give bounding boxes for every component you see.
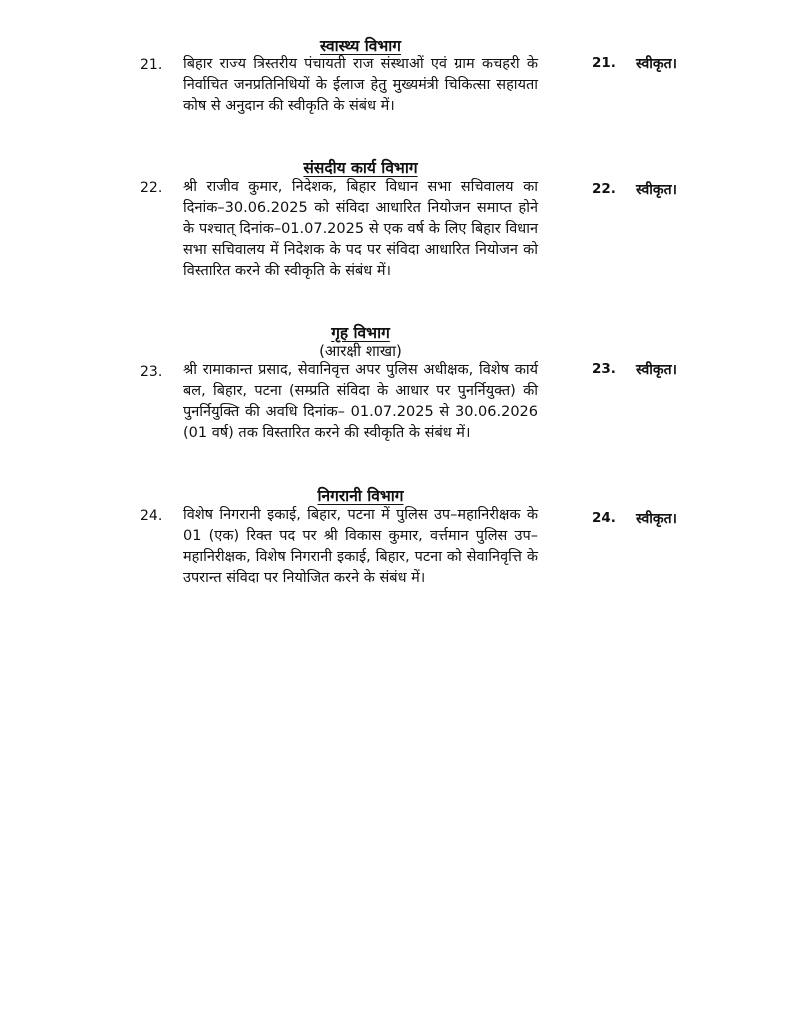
item-number: 24. bbox=[140, 508, 163, 524]
item-text: श्री राजीव कुमार, निदेशक, बिहार विधान सभा सचिवालय का दिनांक–30.06.2025 को संविदा आधारित नियोजन समाप्त होने के पश्चात् दिनांक–01.07.2025 से एक वर्ष के लिए बिहार विधान सभा सचिवालय में निदेशक के पद पर संविदा आधारित नियोजन को विस्तारित करने की स्वीकृति के संबंध में। bbox=[183, 179, 538, 279]
item-text: विशेष निगरानी इकाई, बिहार, पटना में पुलिस उप–महानिरीक्षक के 01 (एक) रिक्त पद पर श्री विकास कुमार, वर्त्तमान पुलिस उप–महानिरीक्षक, विशेष निगरानी इकाई, बिहार, पटना को सेवानिवृत्ति के उपरान्त संविदा पर नियोजित करने के संबंध में। bbox=[183, 507, 538, 586]
status-approved: स्वीकृत। bbox=[636, 511, 677, 527]
status-approved: स्वीकृत। bbox=[636, 56, 677, 72]
department-heading-health: स्वास्थ्य विभाग bbox=[319, 37, 402, 55]
status-approved: स्वीकृत। bbox=[636, 362, 677, 378]
item-number: 23. bbox=[140, 364, 163, 380]
item-number: 22. bbox=[140, 180, 163, 196]
item-number: 21. bbox=[140, 57, 163, 73]
department-heading-vigilance: निगरानी विभाग bbox=[317, 487, 404, 505]
department-heading-parliamentary-affairs: संसदीय कार्य विभाग bbox=[303, 159, 418, 177]
result-number: 22. bbox=[592, 181, 616, 197]
result-number: 21. bbox=[592, 55, 616, 71]
status-approved: स्वीकृत। bbox=[636, 182, 677, 198]
department-subheading-police-branch: (आरक्षी शाखा) bbox=[319, 342, 402, 360]
item-text: श्री रामाकान्त प्रसाद, सेवानिवृत्त अपर पुलिस अधीक्षक, विशेष कार्य बल, बिहार, पटना (सम्प्रति संविदा के आधार पर पुनर्नियुक्त) की पुनर्नियुक्ति की अवधि दिनांक– 01.07.2025 से 30.06.2026 (01 वर्ष) तक विस्तारित करने की स्वीकृति के संबंध में। bbox=[183, 362, 538, 441]
result-number: 24. bbox=[592, 510, 616, 526]
result-number: 23. bbox=[592, 361, 616, 377]
department-heading-home: गृह विभाग bbox=[331, 324, 390, 342]
item-text: बिहार राज्य त्रिस्तरीय पंचायती राज संस्थाओं एवं ग्राम कचहरी के निर्वाचित जनप्रतिनिधियों के ईलाज हेतु मुख्यमंत्री चिकित्सा सहायता कोष से अनुदान की स्वीकृति के संबंध में। bbox=[183, 56, 538, 114]
